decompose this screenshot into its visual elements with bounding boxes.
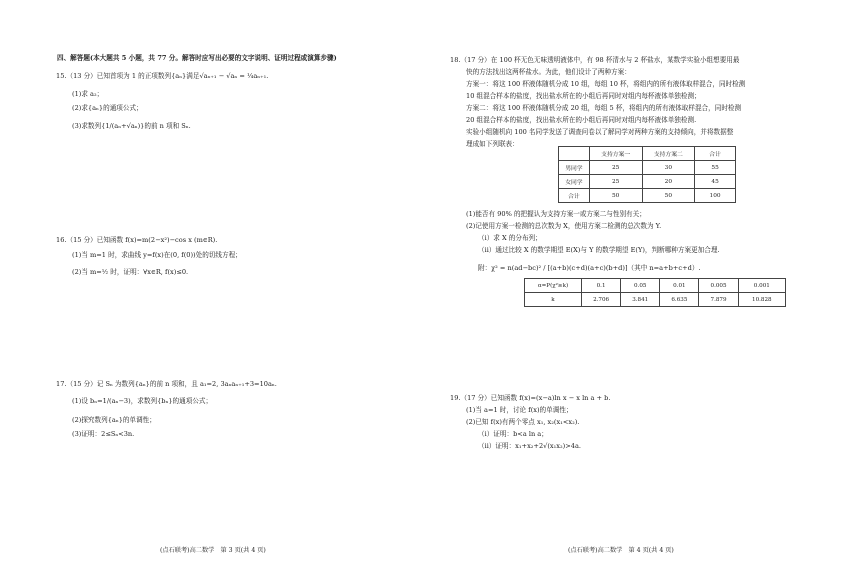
table-cell: 100 bbox=[695, 189, 736, 203]
table-cell: 0.001 bbox=[738, 279, 785, 293]
table-cell: k bbox=[525, 293, 582, 307]
q17-part1: (1)设 bₙ=1/(aₙ−3)，求数列{bₙ}的通项公式； bbox=[72, 397, 213, 405]
table-cell: 女同学 bbox=[559, 175, 590, 189]
table-row bbox=[525, 279, 786, 293]
contingency-table bbox=[558, 146, 736, 203]
table-row bbox=[559, 189, 736, 203]
table-row bbox=[525, 293, 786, 307]
q16-part1: (1)当 m=1 时，求曲线 y=f(x)在(0, f(0))处的切线方程； bbox=[72, 251, 242, 259]
table-cell: 合计 bbox=[695, 147, 736, 161]
table-cell: 20 bbox=[642, 175, 695, 189]
table-cell: 0.005 bbox=[699, 279, 738, 293]
table-cell: 6.635 bbox=[660, 293, 699, 307]
table-row bbox=[559, 175, 736, 189]
table-cell: α=P(χ²≥k) bbox=[525, 279, 582, 293]
table-cell: 30 bbox=[642, 161, 695, 175]
q18-line-1: 18.（17 分）在 100 杯无色无味透明液体中，有 98 杯清水与 2 杯盐水，某数学实验小组想要用最 bbox=[450, 56, 740, 64]
table-cell: 支持方案二 bbox=[642, 147, 695, 161]
page-4 bbox=[430, 0, 860, 587]
q19-stem: 19.（17 分）已知函数 f(x)=(x−a)ln x − x ln a + b. bbox=[450, 394, 611, 402]
q19-part2-i: （ⅰ）证明：b<a ln a； bbox=[478, 430, 548, 438]
q18-part2-i: （ⅰ）求 X 的分布列； bbox=[478, 234, 542, 242]
table-cell: 25 bbox=[589, 175, 642, 189]
table-cell: 10.828 bbox=[738, 293, 785, 307]
q19-part2-ii: （ⅱ）证明：x₁+x₂+2√(x₁x₂)>4a. bbox=[478, 442, 581, 450]
footer-page-3: (点石联考)高二数学 第 3 页(共 4 页) bbox=[160, 547, 266, 554]
table-cell: 2.706 bbox=[582, 293, 621, 307]
q18-line-6: 20 组混合样本的盐度，找出盐水所在的小组后再同时对组内每杯液体单独检测. bbox=[466, 116, 697, 124]
q15-part2: (2)求{aₙ}的通项公式； bbox=[72, 104, 143, 112]
table-cell: 55 bbox=[695, 161, 736, 175]
q18-line-5: 方案二：将这 100 杯液体随机分成 20 组，每组 5 杯，将组内的所有液体取样混合，同时检测 bbox=[466, 104, 742, 112]
q18-part1: (1)能否有 90% 的把握认为支持方案一或方案二与性别有关； bbox=[466, 210, 646, 218]
table-cell: 支持方案一 bbox=[589, 147, 642, 161]
q17-part3: (3)证明：2≤Sₙ<3n. bbox=[72, 430, 135, 438]
q17-part2: (2)探究数列{aₙ}的单调性； bbox=[72, 416, 156, 424]
footer-page-4: (点石联考)高二数学 第 4 页(共 4 页) bbox=[568, 547, 674, 554]
q18-line-8: 理成如下列联表： bbox=[466, 140, 519, 148]
chi-square-formula: 附：χ² = n(ad−bc)² / [(a+b)(c+d)(a+c)(b+d)]（其中 n=a+b+c+d）. bbox=[478, 264, 701, 272]
q19-part2: (2)已知 f(x)有两个零点 x₁, x₂(x₁<x₂). bbox=[466, 418, 580, 426]
q18-part2-ii: （ⅱ）通过比较 X 的数学期望 E(X)与 Y 的数学期望 E(Y)，判断哪种方案更加合理. bbox=[478, 246, 720, 254]
q18-line-4: 10 组混合样本的盐度，找出盐水所在的小组后再同时对组内每杯液体单独检测； bbox=[466, 92, 701, 100]
table-cell: 0.1 bbox=[582, 279, 621, 293]
table-cell: 25 bbox=[589, 161, 642, 175]
table-cell: 男同学 bbox=[559, 161, 590, 175]
critical-value-table bbox=[524, 278, 786, 307]
table-row bbox=[559, 161, 736, 175]
table-cell: 50 bbox=[642, 189, 695, 203]
q19-part1: (1)当 a=1 时，讨论 f(x)的单调性； bbox=[466, 406, 573, 414]
table-cell: 3.841 bbox=[621, 293, 660, 307]
q17-stem: 17.（15 分）记 Sₙ 为数列{aₙ}的前 n 项和，且 a₁=2, 3aₙaₙ₊₁+3=10aₙ. bbox=[56, 380, 277, 388]
table-cell: 7.879 bbox=[699, 293, 738, 307]
q18-line-2: 快的方法找出这两杯盐水。为此，他们设计了两种方案： bbox=[466, 68, 631, 76]
q18-part2: (2)记使用方案一检测的总次数为 X，使用方案二检测的总次数为 Y. bbox=[466, 222, 662, 230]
q15-part3: (3)求数列{1/(aₙ+√aₙ)}的前 n 项和 Sₙ. bbox=[72, 122, 191, 130]
table-cell: 0.01 bbox=[660, 279, 699, 293]
table-cell: 45 bbox=[695, 175, 736, 189]
table-cell: 50 bbox=[589, 189, 642, 203]
q16-stem: 16.（15 分）已知函数 f(x)=m(2−x²)−cos x (m∈R). bbox=[56, 236, 218, 244]
table-cell: 合计 bbox=[559, 189, 590, 203]
q16-part2: (2)当 m=½ 时，证明：∀x∈R, f(x)≤0. bbox=[72, 268, 189, 276]
q18-line-7: 实验小组随机向 100 名同学发送了调查问卷以了解同学对两种方案的支持倾向，并将数据整 bbox=[466, 128, 734, 136]
q15-stem: 15.（13 分）已知首项为 1 的正项数列{aₙ}满足√aₙ₊₁ − √aₙ = ¼aₙ₊₁. bbox=[56, 72, 269, 80]
table-cell: 0.05 bbox=[621, 279, 660, 293]
table-row bbox=[559, 147, 736, 161]
q15-part1: (1)求 a₂； bbox=[72, 90, 104, 98]
section-title: 四、解答题(本大题共 5 小题，共 77 分。解答时应写出必要的文字说明、证明过程或演算步骤) bbox=[57, 54, 337, 62]
q18-line-3: 方案一：将这 100 杯液体随机分成 10 组，每组 10 杯，将组内的所有液体取样混合，同时检测 bbox=[466, 80, 746, 88]
table-cell bbox=[559, 147, 590, 161]
